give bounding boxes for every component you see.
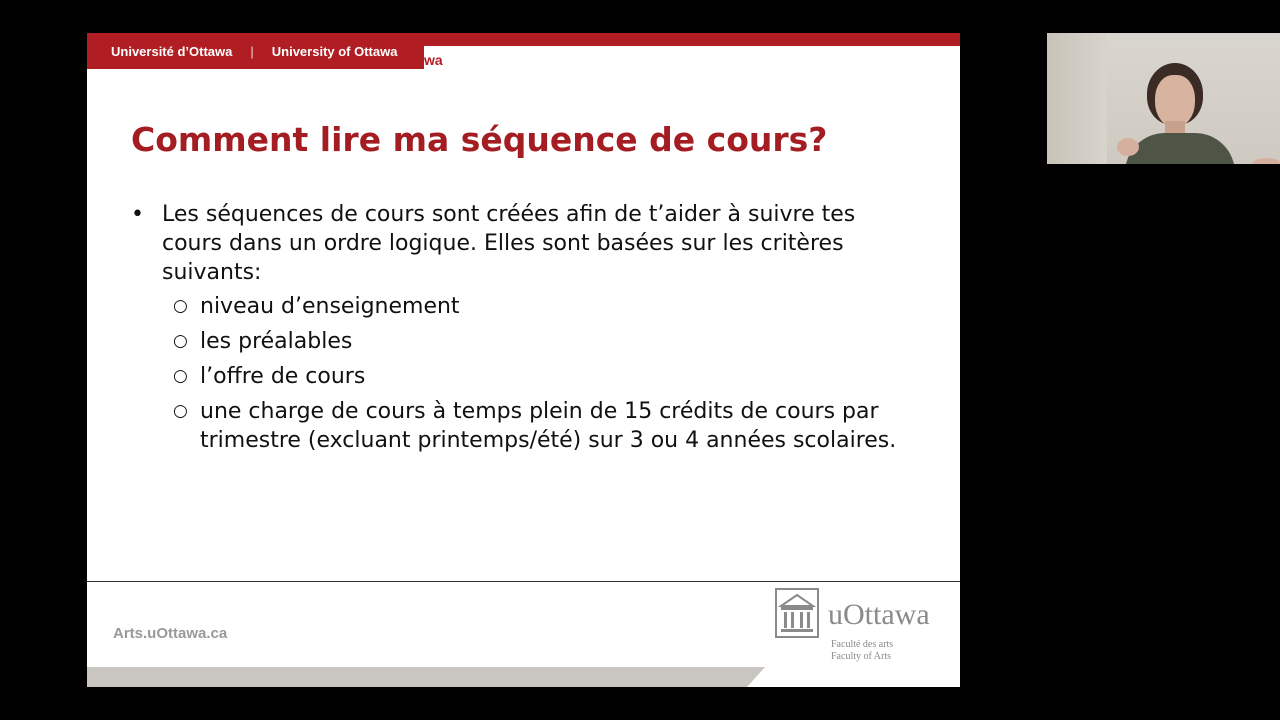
university-name-en: University of Ottawa <box>271 43 398 59</box>
logo-wordmark: uOttawa <box>828 598 930 631</box>
main-bullet: • Les séquences de cours sont créées afin de t’aider à suivre tes cours dans un ordre logique. Elles sont basées sur les critères suivants: <box>131 200 921 287</box>
sub-bullet-list <box>131 292 921 455</box>
slide-title: Comment lire ma séquence de cours? <box>131 120 828 159</box>
faculty-name-fr: Faculté des arts <box>831 639 894 650</box>
sub-bullet-item: ○ niveau d’enseignement <box>131 292 921 321</box>
webcam-background <box>1047 33 1107 164</box>
sub-bullet-item: ○ une charge de cours à temps plein de 15 crédits de cours par trimestre (excluant printemps/été) sur 3 ou 4 années scolaires. <box>131 397 921 455</box>
header-overflow-text: wa <box>424 52 443 68</box>
presentation-slide <box>87 33 960 687</box>
university-name-fr: Université d’Ottawa <box>111 43 233 59</box>
faculty-label <box>831 639 893 663</box>
footer-divider <box>87 581 960 582</box>
footer-website: Arts.uOttawa.ca <box>113 625 228 642</box>
presenter-shirt <box>1125 133 1235 164</box>
presenter-hand-right <box>1252 158 1280 164</box>
university-header-tab <box>87 33 424 69</box>
faculty-name-en: Faculty of Arts <box>831 651 891 662</box>
header-separator: | <box>250 43 254 59</box>
presenter-face <box>1155 75 1195 127</box>
slide-body <box>131 200 921 461</box>
footer-band-cutout <box>747 667 960 687</box>
building-columns-icon <box>775 588 819 638</box>
webcam-feed <box>1047 33 1280 164</box>
presenter-hand-left <box>1117 138 1139 156</box>
sub-bullet-item: ○ l’offre de cours <box>131 362 921 391</box>
sub-bullet-item: ○ les préalables <box>131 327 921 356</box>
